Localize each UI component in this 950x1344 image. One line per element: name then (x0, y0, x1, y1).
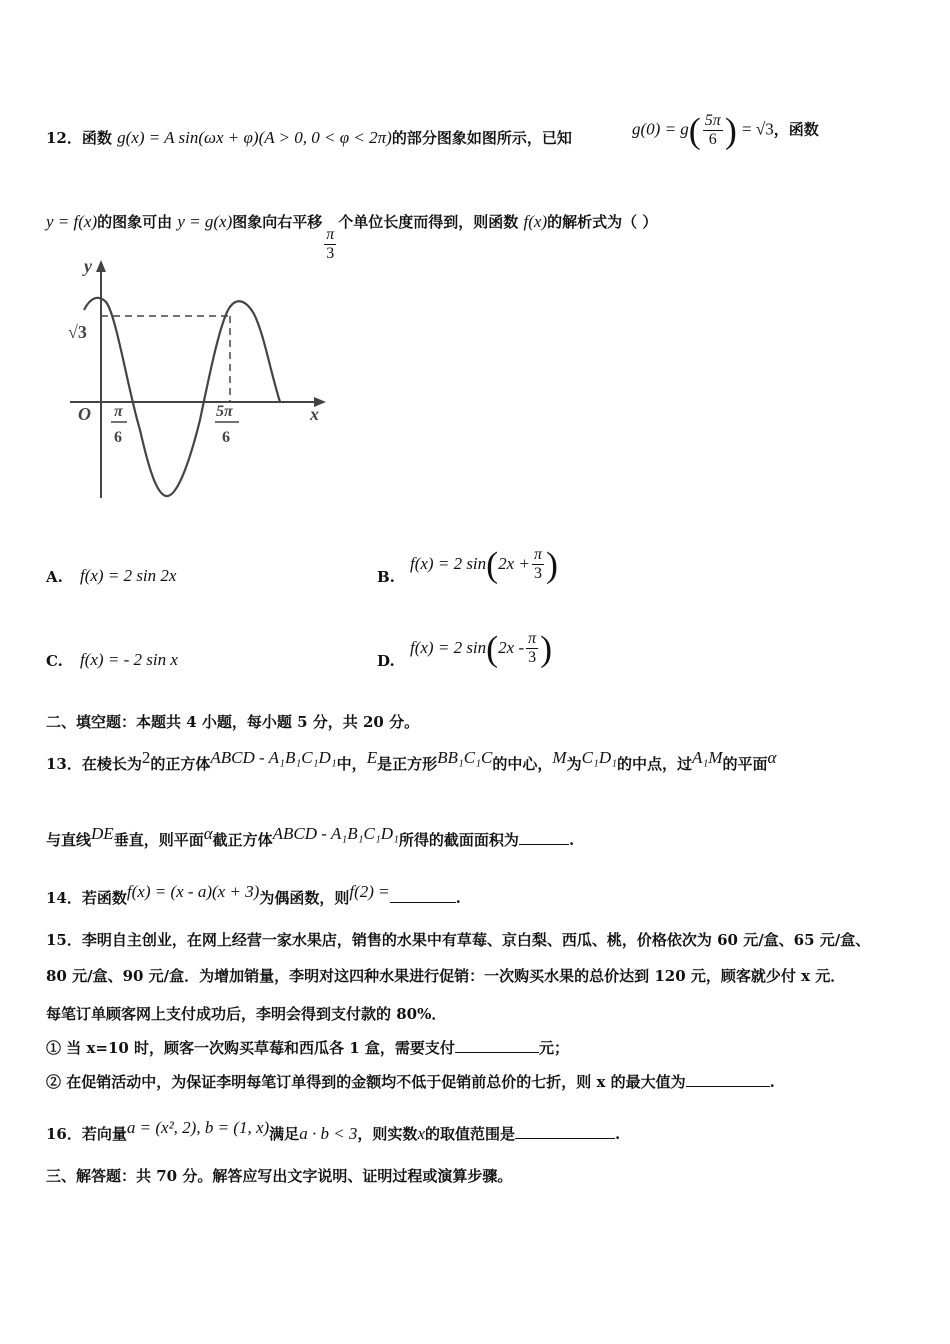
q13-C1D1: C₁D₁ (581, 748, 618, 767)
q16-answer-blank[interactable] (515, 1124, 615, 1139)
q16-vectors: a = (x², 2), b = (1, x) (126, 1118, 270, 1137)
option-d-head: f(x) = 2 sin (410, 638, 487, 657)
option-b-expr: f(x) = 2 sin(2x + $\frac{\pi}{3}$ ) (410, 544, 558, 585)
q13-number: 13． (46, 755, 82, 773)
q16-t3: ，则实数 (357, 1125, 418, 1143)
q13-face: BB₁C₁C (437, 748, 493, 767)
section2-heading: 二、填空题：本题共 4 小题，每小题 5 分，共 20 分。 (46, 713, 420, 731)
q13-end: . (568, 831, 575, 849)
graph-tick2-num: 5π (216, 403, 233, 420)
graph-tick1-num: π (114, 403, 123, 420)
q13-alpha: α (767, 748, 777, 767)
q14-f2: f(2) = (349, 882, 390, 901)
q14-end: . (455, 889, 461, 907)
section3-heading: 三、解答题：共 70 分。解答应写出文字说明、证明过程或演算步骤。 (46, 1167, 513, 1185)
q16-cond: a · b < 3 (299, 1124, 358, 1143)
q13-t10: 垂直，则平面 (113, 831, 204, 849)
q12-func-g: g(x) = A sin(ωx + φ)(A > 0, 0 < φ < 2π) (117, 128, 392, 147)
option-b-num: π (533, 546, 542, 563)
y-axis-arrow (96, 260, 106, 272)
graph-tick1-den: 6 (114, 429, 122, 446)
q15-line5-text: ② 在促销活动中，为保证李明每笔订单得到的金额均不低于促销前总价的七折，则 x 的最大值为 (46, 1073, 686, 1091)
q12-cond-frac (703, 112, 723, 149)
q13-alpha2: α (203, 824, 213, 843)
q13-line1 (46, 748, 776, 774)
q14-t2: 为偶函数，则 (259, 889, 350, 907)
graph-sqrt3: √3 (68, 322, 87, 342)
option-a-label: A. (46, 568, 63, 586)
q12-cond-eq: = √3 (742, 119, 774, 139)
q13-t6: 为 (566, 755, 582, 773)
q12-text2: 的部分图象如图所示，已知 (391, 129, 572, 147)
q13-t4: 是正方形 (377, 755, 438, 773)
q13-cube2: ABCD - A₁B₁C₁D₁ (272, 824, 399, 843)
q13-cube: ABCD - A₁B₁C₁D₁ (210, 748, 337, 767)
q15-line4-end: 元； (538, 1039, 569, 1057)
option-b-den: 3 (533, 565, 542, 582)
q12-cond-g0: g(0) = g (632, 119, 689, 139)
q13-t7: 的中点，过 (617, 755, 693, 773)
option-a-expr: f(x) = 2 sin 2x (80, 566, 177, 585)
q12-shift-num: π (326, 226, 335, 243)
q12-line1 (46, 128, 572, 148)
q13-t11: 截正方体 (212, 831, 273, 849)
q12-frac-den: 6 (708, 131, 717, 148)
q16-t2: 满足 (269, 1125, 300, 1143)
q14-number: 14． (46, 889, 82, 907)
q15-line4-text: ① 当 x=10 时，顾客一次购买草莓和西瓜各 1 盒，需要支付 (46, 1039, 455, 1057)
option-b-frac (532, 546, 544, 583)
q13-line2 (46, 824, 574, 850)
q16-t4: 的取值范围是 (424, 1125, 515, 1143)
q16-line (46, 1118, 620, 1144)
graph-origin: O (78, 404, 91, 424)
q12-text1: 函数 (81, 129, 112, 147)
q12-shift-den: 3 (326, 245, 335, 262)
q13-M: M (552, 748, 567, 767)
q13-t1: 在棱长为 (81, 755, 142, 773)
q12-condition: g(0) = g( $\frac{5\pi}{6}$ ) = √3，函数 (632, 110, 819, 151)
q13-len: 2 (141, 748, 151, 767)
q16-number: 16． (46, 1125, 82, 1143)
q13-DE: DE (91, 824, 114, 843)
q16-t1: 若向量 (81, 1125, 127, 1143)
q12-graph (60, 250, 360, 510)
q13-t5: 的中心， (492, 755, 553, 773)
option-d-num: π (528, 630, 537, 647)
q14-line (46, 882, 461, 908)
q12-text6: 个单位长度而得到，则函数 (338, 213, 519, 231)
q12-text3: ，函数 (773, 120, 819, 139)
option-b-inner: 2x + (498, 554, 530, 573)
q12-number: 12． (46, 129, 82, 147)
q16-x: x (417, 1124, 425, 1143)
option-d-label: D. (377, 652, 395, 670)
q16-end: . (615, 1125, 621, 1143)
q15-line5 (46, 1072, 775, 1092)
q12-frac-num: 5π (704, 112, 721, 129)
q12-line2-g: y = g(x) (177, 212, 233, 231)
option-d-expr: f(x) = 2 sin(2x - $\frac{\pi}{3}$ ) (410, 628, 553, 669)
q12-line2-f: y = f(x) (46, 212, 98, 231)
q14-t1: 若函数 (81, 889, 127, 907)
graph-y-label: y (84, 256, 92, 276)
q15-line3: 每笔订单顾客网上支付成功后，李明会得到支付款的 80%． (46, 1005, 447, 1023)
q15-line1: 15．李明自主创业，在网上经营一家水果店，销售的水果中有草莓、京白梨、西瓜、桃，价格依次为 60 元/盒、65 元/盒、 (46, 931, 871, 949)
q13-t3: 中， (336, 755, 367, 773)
q15-answer1-blank[interactable] (455, 1038, 539, 1053)
q12-text7: 的解析式为（ ） (547, 213, 658, 231)
option-d-frac (526, 630, 538, 667)
q15-line2: 80 元/盒、90 元/盒．为增加销量，李明对这四种水果进行促销：一次购买水果的总价达到 120 元，顾客就少付 x 元． (46, 967, 846, 985)
q13-t8: 的平面 (722, 755, 768, 773)
option-b-head: f(x) = 2 sin (410, 554, 487, 573)
q13-t9: 与直线 (46, 831, 92, 849)
option-c-label: C. (46, 652, 63, 670)
q12-text4: 的图象可由 (97, 213, 173, 231)
q15-line4 (46, 1038, 569, 1058)
graph-x-label: x (310, 404, 319, 424)
q14-answer-blank[interactable] (390, 888, 456, 903)
q15-answer2-blank[interactable] (686, 1072, 770, 1087)
q15-line5-end: . (769, 1073, 775, 1091)
sine-curve (84, 298, 280, 496)
q13-t12: 所得的截面面积为 (398, 831, 519, 849)
option-c-expr: f(x) = - 2 sin x (80, 650, 178, 669)
q14-func: f(x) = (x - a)(x + 3) (126, 882, 260, 901)
q13-answer-blank[interactable] (519, 830, 569, 845)
q13-E: E (366, 748, 378, 767)
option-d-den: 3 (528, 649, 537, 666)
option-d-inner: 2x - (498, 638, 525, 657)
q13-t2: 的正方体 (150, 755, 211, 773)
option-b-label: B. (377, 568, 395, 586)
graph-tick2-den: 6 (222, 429, 230, 446)
q12-text5: 图象向右平移 (232, 213, 323, 231)
q12-line2-fx: f(x) (523, 212, 548, 231)
q13-A1M: A₁M (692, 748, 723, 767)
